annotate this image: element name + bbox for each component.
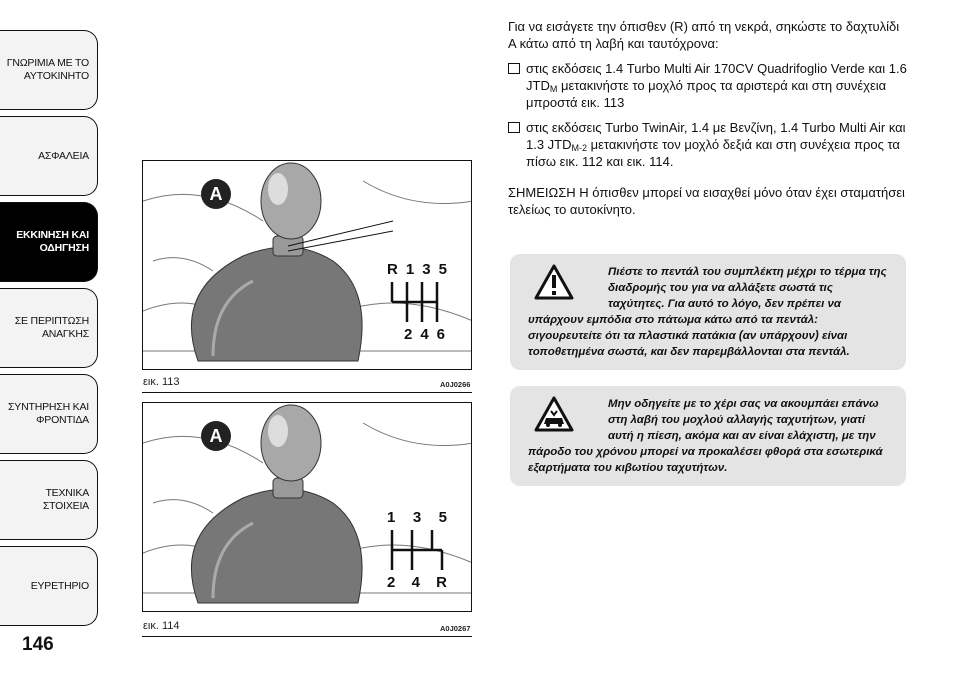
tab-technical[interactable]: ΤΕΧΝΙΚΑ ΣΤΟΙΧΕΙΑ [0, 460, 98, 540]
warning-box [510, 254, 906, 370]
gear-label: 4 [420, 326, 429, 343]
list-item: στις εκδόσεις Turbo TwinAir, 1.4 με Βενζίνη, 1.4 Turbo Multi Air και 1.3 $JTD_{M-2}$ μετακινήστε τον μοχλό δεξιά και στη συνέχεια προς τα πίσω εικ. 112 και εικ. 114. [508, 119, 908, 170]
shift-pattern-diagram [387, 528, 447, 572]
intro-paragraph: Για να εισάγετε την όπισθεν (R) από τη νεκρά, σηκώστε το δαχτυλίδι A κάτω από τη λαβή και ταυτόχρονα: [508, 19, 900, 51]
callout-label: A [201, 179, 231, 209]
tab-maintenance[interactable]: ΣΥΝΤΗΡΗΣΗ ΚΑΙ ΦΡΟΝΤΙΔΑ [0, 374, 98, 454]
instructions-text [508, 18, 908, 226]
tab-starting-driving[interactable]: ΕΚΚΙΝΗΣΗ ΚΑΙ ΟΔΗΓΗΣΗ [0, 202, 98, 282]
gear-label: 6 [436, 326, 445, 343]
tab-emergency[interactable]: ΣΕ ΠΕΡΙΠΤΩΣΗ ΑΝΑΓΚΗΣ [0, 288, 98, 368]
divider [142, 636, 472, 637]
gear-pattern [387, 509, 447, 599]
note-paragraph: ΣΗΜΕΙΩΣΗ Η όπισθεν μπορεί να εισαχθεί μόνο όταν έχει σταματήσει τελείως το αυτοκίνητο. [508, 185, 905, 217]
gear-label: 3 [422, 261, 431, 278]
figure-code: A0J0266 [440, 380, 471, 389]
gear-label: R [387, 261, 398, 278]
tab-getting-to-know[interactable]: ΓΝΩΡΙΜΙΑ ΜΕ ΤΟ ΑΥΤΟΚΙΝΗΤΟ [0, 30, 98, 110]
figure-caption: εικ. 114 [143, 620, 180, 632]
gear-label: 5 [438, 261, 447, 278]
gear-label: 2 [403, 326, 413, 343]
figure-114 [142, 402, 472, 612]
checkbox-bullet-icon [508, 63, 520, 74]
figure-113 [142, 160, 472, 370]
tab-safety[interactable]: ΑΣΦΑΛΕΙΑ [0, 116, 98, 196]
gear-label: 3 [412, 509, 422, 526]
page-number: 146 [22, 634, 54, 655]
tab-index[interactable]: ΕΥΡΕΤΗΡΙΟ [0, 546, 98, 626]
shift-pattern-diagram [387, 280, 447, 324]
gear-label: 5 [438, 509, 447, 526]
gear-label: 1 [405, 261, 415, 278]
figure-code: A0J0267 [440, 624, 471, 633]
warning-text: Πιέστε το πεντάλ του συμπλέκτη μέχρι το τέρμα της διαδρομής του για να αλλάξετε σωστά τις ταχύτητες. Για αυτό το λόγο, δεν πρέπει να υπάρχουν εμπόδια στο πάτωμα κάτω από τα πεντάλ: σιγουρευτείτε ότι τα πλαστικά πατάκια (αν υπάρχουν) είναι τοποθετημένα σωστά, και δεν παρεμβάλλονται στα πεντάλ. [528, 266, 887, 358]
gear-label: 2 [387, 574, 396, 591]
gear-pattern [387, 261, 447, 351]
gear-label: 1 [387, 509, 396, 526]
list-item: στις εκδόσεις 1.4 Turbo Multi Air 170CV Quadrifoglio Verde και 1.6 $JTD_M$ μετακινήστε το μοχλό προς τα αριστερά και στη συνέχεια μπροστά εικ. 113 [508, 60, 908, 111]
warning-text: Μην οδηγείτε με το χέρι σας να ακουμπάει επάνω στη λαβή του μοχλού αλλαγής ταχυτήτων, γιατί αυτή η πίεση, ακόμα και αν είναι ελάχιστη, με την πάροδο του χρόνου μπορεί να προκαλέσει φθορά στα εσωτερικά εξαρτήματα του κιβωτίου ταχυτήτων. [528, 398, 883, 474]
checkbox-bullet-icon [508, 122, 520, 133]
figure-caption: εικ. 113 [143, 376, 180, 388]
gear-label: R [436, 574, 447, 591]
divider [142, 392, 472, 393]
car-damage-triangle-icon [534, 396, 574, 432]
callout-label: A [201, 421, 231, 451]
warning-box [510, 386, 906, 486]
warning-triangle-icon [534, 264, 574, 300]
gear-label: 4 [411, 574, 420, 591]
